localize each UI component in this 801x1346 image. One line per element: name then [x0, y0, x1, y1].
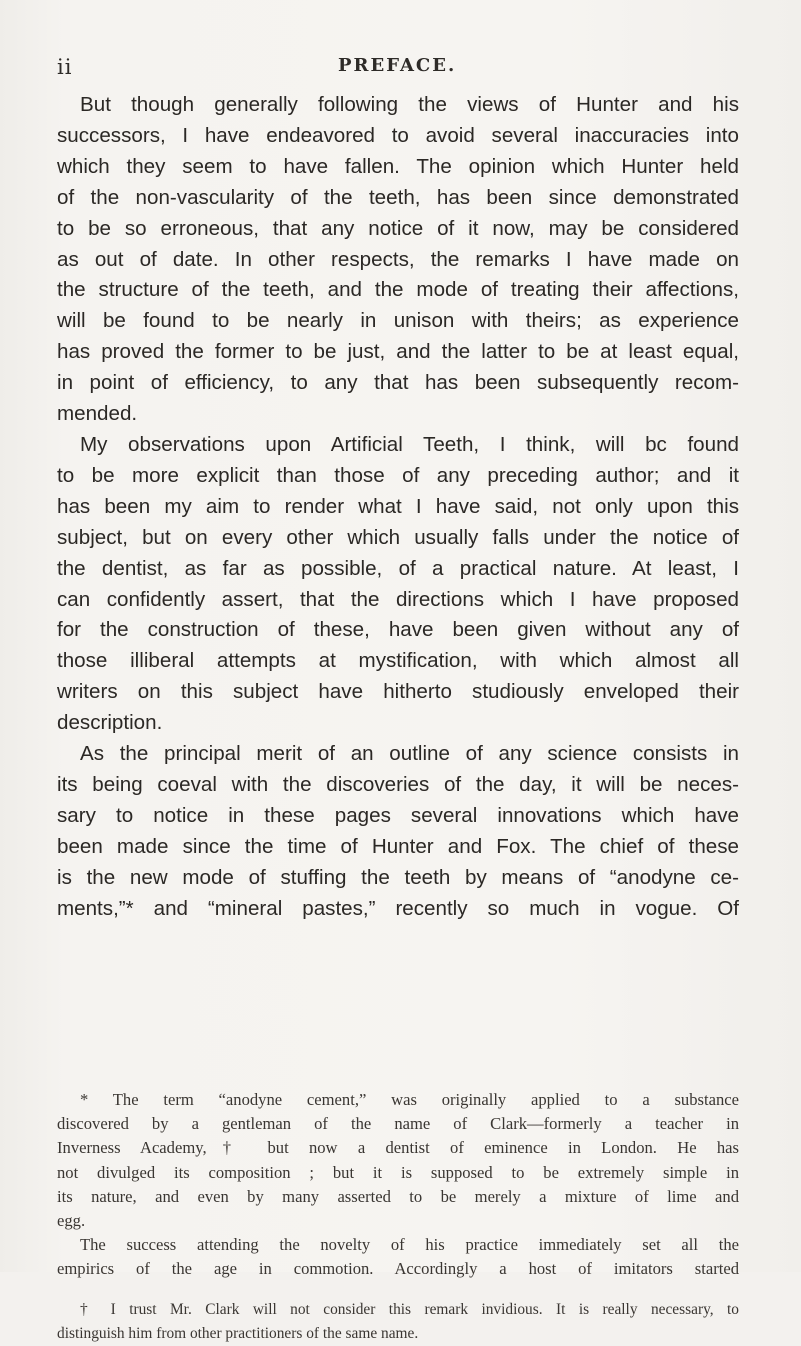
text-line: subject, but on every other which usually falls under the notice of — [57, 525, 739, 549]
dagger-footnote-line: † I trust Mr. Clark will not consider this remark invidious. It is really necessary, to — [80, 1300, 739, 1318]
footnote — [57, 1088, 739, 1346]
footnote-line: discovered by a gentleman of the name of Clark—formerly a teacher in — [57, 1114, 739, 1134]
text-line: the structure of the teeth, and the mode of treating their affections, — [57, 278, 739, 302]
running-head: PREFACE. — [338, 55, 457, 76]
text-line: has been my aim to render what I have said, not only upon this — [57, 494, 739, 518]
text-line: mended. — [57, 402, 138, 426]
text-line: As the principal merit of an outline of any science consists in — [80, 742, 739, 766]
text-line: My observations upon Artificial Teeth, I think, will bc found — [80, 432, 739, 456]
text-line: in point of efficiency, to any that has been subsequently recom- — [57, 371, 739, 395]
text-line: of the non-vascularity of the teeth, has been since demonstrated — [57, 185, 739, 209]
text-line: is the new mode of stuffing the teeth by means of “anodyne ce- — [57, 865, 739, 889]
text-line: ments,”* and “mineral pastes,” recently so much in vogue. Of — [57, 896, 739, 920]
footnote-line: not divulged its composition ; but it is supposed to be extremely simple in — [57, 1162, 739, 1182]
footnote-line: empirics of the age in commotion. Accordingly a host of imitators started — [57, 1259, 739, 1279]
footnote-line: its nature, and even by many asserted to be merely a mixture of lime and — [57, 1186, 739, 1206]
page-number: ii — [57, 55, 73, 79]
footnote-line: egg. — [57, 1211, 86, 1231]
page-header — [0, 55, 801, 85]
text-line: description. — [57, 711, 163, 735]
text-line: But though generally following the views of Hunter and his — [80, 93, 739, 116]
text-line: which they seem to have fallen. The opinion which Hunter held — [57, 154, 739, 178]
footnote-line: Inverness Academy,† but now a dentist of eminence in London. He has — [57, 1138, 739, 1158]
text-line: to be more explicit than those of any preceding author; and it — [57, 463, 739, 487]
dagger-footnote-line: distinguish him from other practitioners of the same name. — [57, 1324, 419, 1342]
text-line: the dentist, as far as possible, of a practical nature. At least, I — [57, 556, 739, 580]
body-text — [57, 90, 739, 924]
footnote-line: * The term “anodyne cement,” was originally applied to a substance — [80, 1090, 739, 1109]
text-line: been made since the time of Hunter and Fox. The chief of these — [57, 834, 739, 858]
text-line: has proved the former to be just, and the latter to be at least equal, — [57, 340, 739, 364]
text-line: can confidently assert, that the directions which I have proposed — [57, 587, 739, 611]
text-line: writers on this subject have hitherto studiously enveloped their — [57, 680, 739, 704]
text-line: its being coeval with the discoveries of the day, it will be neces- — [57, 772, 739, 796]
text-line: to be so erroneous, that any notice of it now, may be considered — [57, 216, 739, 240]
text-line: sary to notice in these pages several innovations which have — [57, 803, 739, 827]
footnote-spacer — [57, 1282, 739, 1298]
text-line: as out of date. In other respects, the remarks I have made on — [57, 247, 739, 271]
text-line: successors, I have endeavored to avoid several inaccuracies into — [57, 123, 739, 147]
footnote-line: The success attending the novelty of his practice immediately set all the — [80, 1235, 739, 1255]
text-line: those illiberal attempts at mystification, with which almost all — [57, 649, 739, 673]
text-line: will be found to be nearly in unison with theirs; as experience — [57, 309, 739, 333]
text-line: for the construction of these, have been given without any of — [57, 618, 739, 642]
